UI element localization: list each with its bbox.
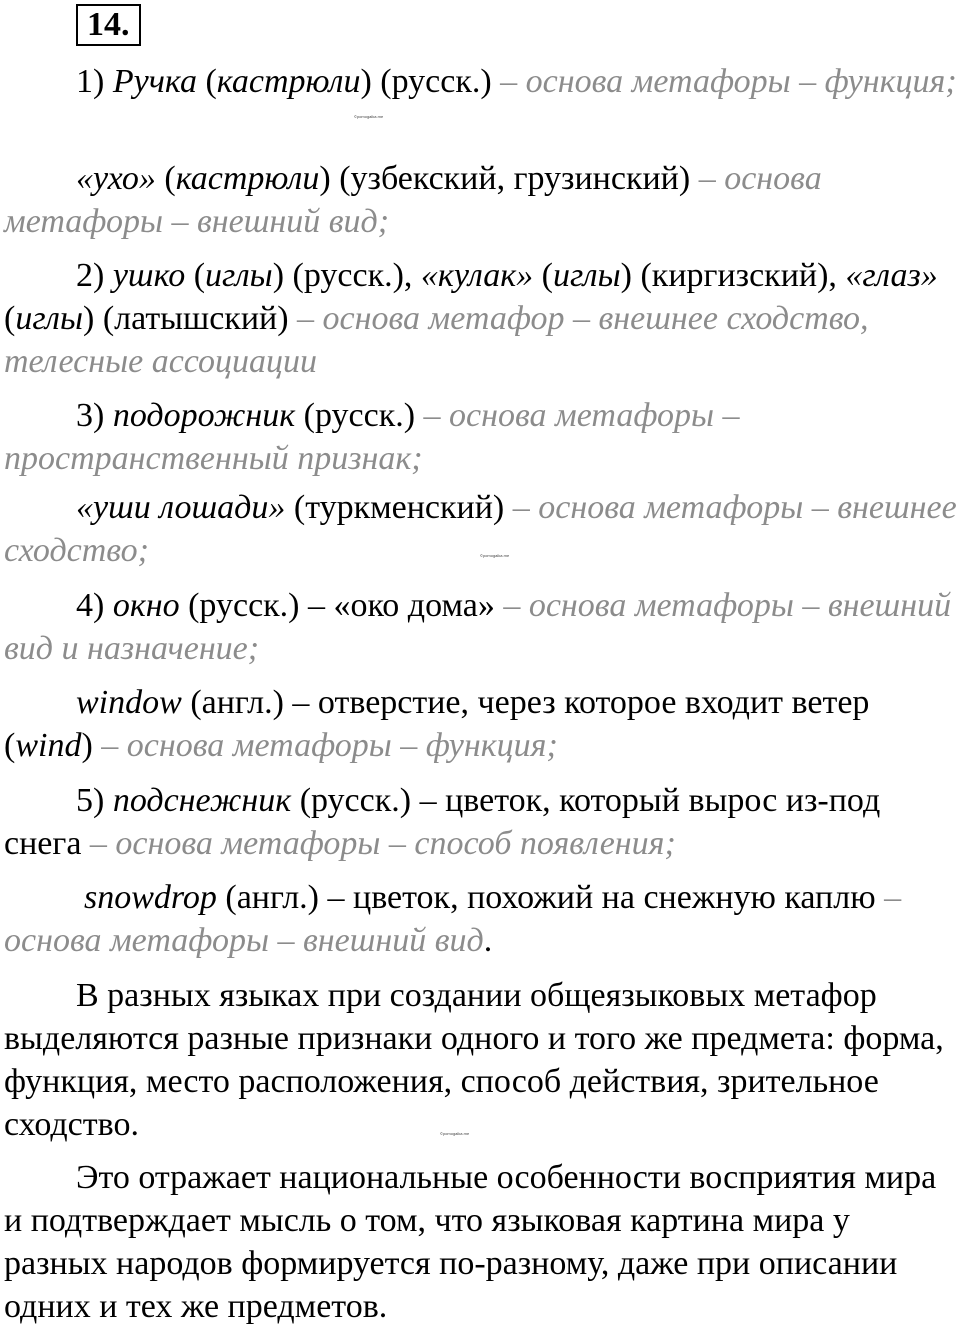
paragraph-4: 3) подорожник (русск.) – основа метафоры – пространственный признак; (4, 397, 740, 477)
watermark: ©pomogalka.me (354, 114, 384, 119)
paragraph-1: 1) Ручка (кастрюли) (русск.) – основа метафоры – функция; (76, 63, 957, 100)
exercise-number: 14. (76, 4, 141, 46)
paragraph-11: Это отражает национальные особенности восприятия мира и подтверждает мысль о том, что языковая картина мира у разных народов формируется по-разному, даже при описании одних и тех же предметов. (4, 1159, 937, 1325)
paragraph-7: window (англ.) – отверстие, через которое входит ветер (wind) – основа метафоры – функция; (4, 684, 870, 764)
paragraph-3: 2) ушко (иглы) (русск.), «кулак» (иглы) (киргизский), «глаз» (иглы) (латышский) – основа метафор – внешнее сходство, телесные ассоциации (4, 257, 938, 380)
paragraph-5: «уши лошади» (туркменский) – основа метафоры – внешнее сходство; (4, 489, 957, 569)
paragraph-9: snowdrop (англ.) – цветок, похожий на снежную каплю – основа метафоры – внешний вид. (4, 879, 902, 959)
paragraph-2: «ухо» (кастрюли) (узбекский, грузинский) – основа метафоры – внешний вид; (4, 160, 822, 240)
watermark: ©pomogalka.me (480, 553, 510, 558)
paragraph-8: 5) подснежник (русск.) – цветок, который вырос из-под снега – основа метафоры – способ появления; (4, 782, 881, 862)
paragraph-6: 4) окно (русск.) – «око дома» – основа метафоры – внешний вид и назначение; (4, 587, 952, 667)
watermark: ©pomogalka.me (440, 1131, 470, 1136)
paragraph-10: В разных языках при создании общеязыковых метафор выделяются разные признаки одного и того же предмета: форма, функция, место расположения, способ действия, зрительное сходство. (4, 977, 944, 1143)
